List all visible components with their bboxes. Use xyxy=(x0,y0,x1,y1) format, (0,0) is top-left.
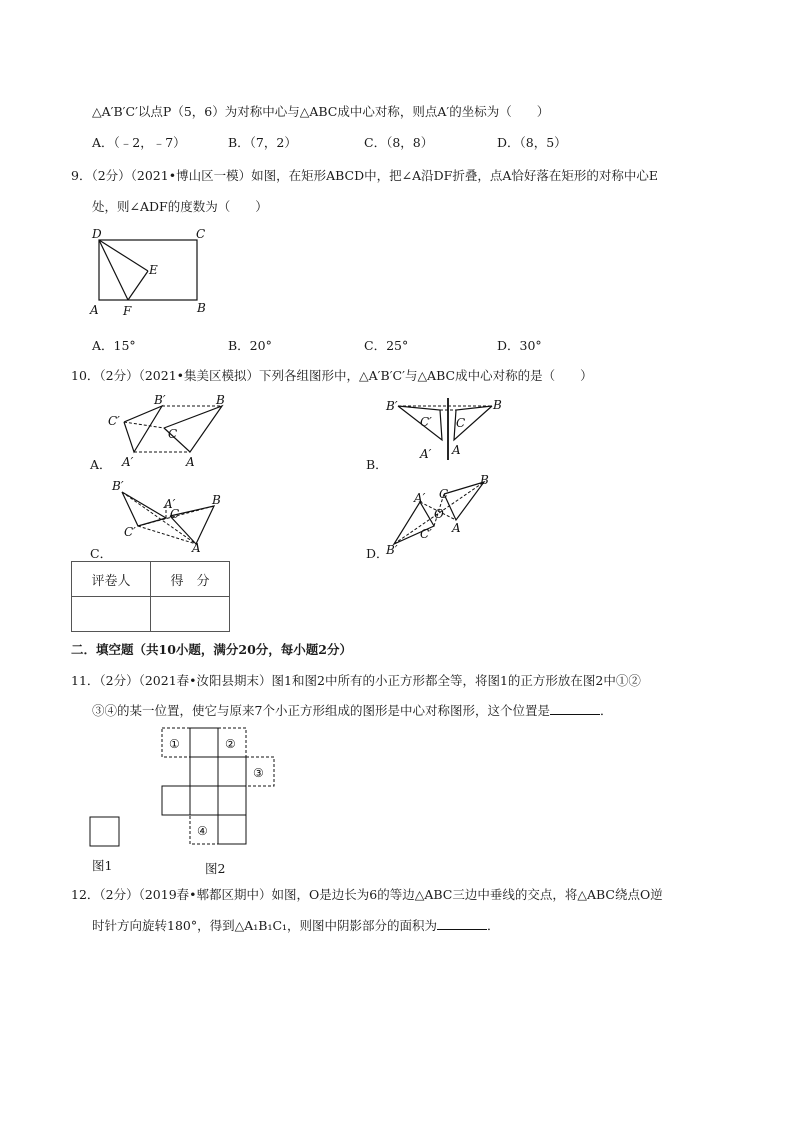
label-b: B xyxy=(197,301,206,315)
label-a: A xyxy=(452,443,461,457)
label-b: B xyxy=(493,398,502,412)
label-c-prime: C′ xyxy=(420,415,432,429)
q11-answer-blank[interactable] xyxy=(550,702,600,715)
label-a-prime: A′ xyxy=(122,455,134,469)
q11-figure-2 xyxy=(150,724,286,848)
label-a-prime: A′ xyxy=(414,491,426,505)
label-c: C xyxy=(168,427,178,441)
q8-option-b: B．（7，2） xyxy=(228,135,297,150)
score-table-score-header: 得 分 xyxy=(151,562,230,597)
q10-figure-d xyxy=(384,474,514,558)
q12-stem-line2 xyxy=(92,917,500,935)
label-c: C xyxy=(196,227,206,241)
q9-stem-line1: 9．（2分）（2021•博山区一模）如图，在矩形ABCD中，把∠A沿DF折叠，点A恰好落在矩形的对称中心E xyxy=(71,168,658,183)
q10-figure-b xyxy=(384,394,514,464)
score-table-score-cell[interactable] xyxy=(151,597,230,632)
marker-1: ① xyxy=(169,737,180,751)
q10-option-d: D． xyxy=(366,546,389,561)
q10-figure-a xyxy=(104,394,234,470)
label-c: C xyxy=(456,416,466,430)
q9-option-d: D．30° xyxy=(497,338,542,353)
q9-option-c: C．25° xyxy=(364,338,409,353)
label-b-prime: B′ xyxy=(154,394,166,407)
label-c-prime: C′ xyxy=(420,527,432,541)
label-c: C xyxy=(170,507,180,521)
section-2-title: 二．填空题（共10小题，满分20分，每小题2分） xyxy=(71,642,352,657)
q9-option-b: B．20° xyxy=(228,338,272,353)
label-b: B xyxy=(212,493,221,507)
label-a-prime: A′ xyxy=(164,497,176,511)
marker-4: ④ xyxy=(197,824,208,838)
figure-1-caption: 图1 xyxy=(92,858,113,873)
label-o: O xyxy=(434,507,444,521)
q11-stem-line2-text: ③④的某一位置，使它与原来7个小正方形组成的图形是中心对称图形，这个位置是 xyxy=(92,703,550,718)
q12-stem-line1: 12．（2分）（2019春•郫都区期中）如图，O是边长为6的等边△ABC三边中垂线的交点，将△ABC绕点O逆 xyxy=(71,887,663,902)
q10-stem: 10．（2分）（2021•集美区模拟）下列各组图形中，△A′B′C′与△ABC成中心对称的是（ ） xyxy=(71,368,593,383)
score-table-grader-cell[interactable] xyxy=(72,597,151,632)
q8-option-a: A．（﹣2，﹣7） xyxy=(92,135,186,150)
q8-stem: △A′B′C′以点P（5，6）为对称中心与△ABC成中心对称，则点A′的坐标为（ ） xyxy=(92,104,550,119)
label-f: F xyxy=(123,304,132,318)
label-b-prime: B′ xyxy=(386,399,398,413)
q8-option-d: D．（8，5） xyxy=(497,135,567,150)
q11-figure-1 xyxy=(88,815,122,849)
q11-stem-line1: 11．（2分）（2021春•汝阳县期末）图1和图2中所有的小正方形都全等，将图1的正方形放在图2中①② xyxy=(71,673,641,688)
label-a: A xyxy=(452,521,461,535)
label-d: D xyxy=(92,227,102,241)
q10-option-a: A． xyxy=(90,457,112,472)
q10-figure-c xyxy=(104,478,234,556)
q12-stem-line2-end: ． xyxy=(487,918,500,933)
label-c-prime: C′ xyxy=(108,414,120,428)
label-a-prime: A′ xyxy=(420,447,432,461)
figure-2-caption: 图2 xyxy=(205,861,226,876)
label-c-prime: C′ xyxy=(124,525,136,539)
label-b: B xyxy=(216,394,225,407)
marker-2: ② xyxy=(225,737,236,751)
marker-3: ③ xyxy=(253,766,264,780)
label-b: B xyxy=(480,474,489,487)
q11-stem-line2 xyxy=(92,702,612,720)
q10-option-c: C． xyxy=(90,546,113,561)
label-c: C xyxy=(439,487,449,501)
q12-stem-line2-text: 时针方向旋转180°，得到△A₁B₁C₁，则图中阴影部分的面积为 xyxy=(92,918,438,933)
segment-ef xyxy=(128,271,148,300)
label-b-prime: B′ xyxy=(112,479,124,493)
label-e: E xyxy=(149,263,158,277)
q8-option-c: C．（8，8） xyxy=(364,135,434,150)
score-table xyxy=(71,561,230,632)
label-a: A xyxy=(90,303,99,317)
score-table-grader-header: 评卷人 xyxy=(72,562,151,597)
label-a: A xyxy=(186,455,195,469)
q9-figure xyxy=(86,226,216,322)
q9-option-a: A．15° xyxy=(92,338,136,353)
q11-stem-line2-end: ． xyxy=(599,703,613,718)
q10-option-b: B． xyxy=(366,457,388,472)
q9-stem-line2: 处，则∠ADF的度数为（ ） xyxy=(92,199,268,214)
q12-answer-blank[interactable] xyxy=(437,917,487,930)
label-a: A xyxy=(192,541,201,555)
label-b-prime: B′ xyxy=(386,543,398,557)
